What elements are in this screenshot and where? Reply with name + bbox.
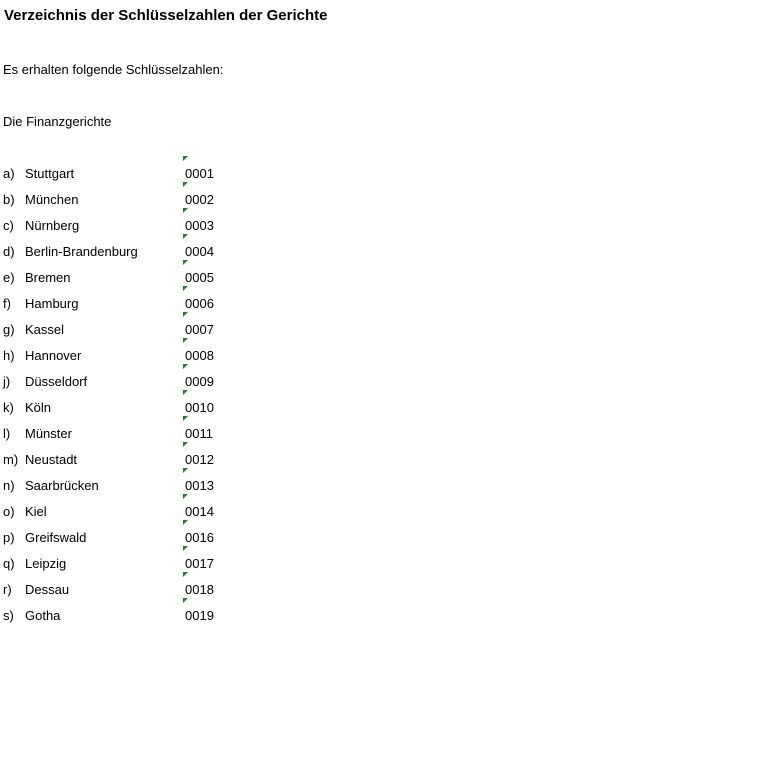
item-letter: r) — [3, 582, 12, 597]
court-code: 0014 — [185, 504, 214, 519]
cell-comment-marker-icon — [183, 416, 188, 421]
item-letter: c) — [3, 218, 14, 233]
cell-comment-marker-icon — [183, 182, 188, 187]
list-item — [0, 554, 400, 580]
item-letter: e) — [3, 270, 15, 285]
list-item — [0, 580, 400, 606]
item-letter: n) — [3, 478, 15, 493]
court-name: Düsseldorf — [25, 374, 88, 389]
cell-comment-marker-icon — [183, 520, 188, 525]
cell-comment-marker-icon — [183, 468, 188, 473]
court-code: 0008 — [185, 348, 214, 363]
list-item — [0, 424, 400, 450]
court-code: 0001 — [185, 166, 214, 181]
cell-comment-marker-icon — [183, 260, 188, 265]
list-item — [0, 164, 400, 190]
item-letter: m) — [3, 452, 19, 467]
court-code: 0002 — [185, 192, 214, 207]
list-item — [0, 476, 400, 502]
court-name: Kiel — [25, 504, 47, 519]
cell-comment-marker-icon — [183, 338, 188, 343]
court-name: Nürnberg — [25, 218, 80, 233]
court-name: Neustadt — [25, 452, 78, 467]
court-code: 0011 — [185, 426, 213, 441]
section-heading: Die Finanzgerichte — [3, 114, 112, 129]
court-code: 0006 — [185, 296, 214, 311]
list-item — [0, 502, 400, 528]
court-code: 0005 — [185, 270, 214, 285]
item-letter: q) — [3, 556, 15, 571]
item-letter: f) — [3, 296, 11, 311]
item-letter: l) — [3, 426, 11, 441]
cell-comment-marker-icon — [183, 572, 188, 577]
list-item — [0, 216, 400, 242]
court-code: 0010 — [185, 400, 214, 415]
court-code: 0018 — [185, 582, 214, 597]
item-letter: o) — [3, 504, 15, 519]
court-list — [0, 164, 400, 632]
court-name: Greifswald — [25, 530, 87, 545]
list-item — [0, 320, 400, 346]
list-item — [0, 242, 400, 268]
court-code: 0016 — [185, 530, 214, 545]
court-code: 0004 — [185, 244, 214, 259]
court-code: 0007 — [185, 322, 214, 337]
item-letter: k) — [3, 400, 14, 415]
intro-text: Es erhalten folgende Schlüsselzahlen: — [3, 62, 224, 77]
court-name: Saarbrücken — [25, 478, 99, 493]
court-name: Bremen — [25, 270, 71, 285]
item-letter: b) — [3, 192, 15, 207]
court-name: München — [25, 192, 79, 207]
list-item — [0, 268, 400, 294]
court-name: Berlin-Brandenburg — [25, 244, 138, 259]
court-name: Köln — [25, 400, 52, 415]
list-item — [0, 190, 400, 216]
court-name: Dessau — [25, 582, 70, 597]
court-code: 0017 — [185, 556, 214, 571]
cell-comment-marker-icon — [183, 546, 188, 551]
court-name: Stuttgart — [25, 166, 75, 181]
page-title: Verzeichnis der Schlüsselzahlen der Gerichte — [4, 7, 328, 24]
cell-comment-marker-icon — [183, 312, 188, 317]
court-name: Münster — [25, 426, 72, 441]
cell-comment-marker-icon — [183, 442, 188, 447]
court-name: Kassel — [25, 322, 65, 337]
cell-comment-marker-icon — [183, 598, 188, 603]
list-item — [0, 346, 400, 372]
item-letter: g) — [3, 322, 15, 337]
court-name: Leipzig — [25, 556, 67, 571]
cell-comment-marker-icon — [183, 364, 188, 369]
court-code: 0013 — [185, 478, 214, 493]
list-item — [0, 528, 400, 554]
item-letter: p) — [3, 530, 15, 545]
list-item — [0, 606, 400, 632]
court-name: Hannover — [25, 348, 82, 363]
cell-comment-marker-icon — [183, 156, 188, 161]
list-item — [0, 398, 400, 424]
cell-comment-marker-icon — [183, 390, 188, 395]
court-name: Hamburg — [25, 296, 79, 311]
item-letter: s) — [3, 608, 14, 623]
item-letter: d) — [3, 244, 15, 259]
court-code: 0019 — [185, 608, 214, 623]
cell-comment-marker-icon — [183, 208, 188, 213]
item-letter: j) — [3, 374, 11, 389]
cell-comment-marker-icon — [183, 494, 188, 499]
item-letter: h) — [3, 348, 15, 363]
court-name: Gotha — [25, 608, 61, 623]
cell-comment-marker-icon — [183, 286, 188, 291]
list-item — [0, 450, 400, 476]
court-code: 0009 — [185, 374, 214, 389]
cell-comment-marker-icon — [183, 234, 188, 239]
court-code: 0012 — [185, 452, 214, 467]
item-letter: a) — [3, 166, 15, 181]
court-code: 0003 — [185, 218, 214, 233]
list-item — [0, 294, 400, 320]
list-item — [0, 372, 400, 398]
